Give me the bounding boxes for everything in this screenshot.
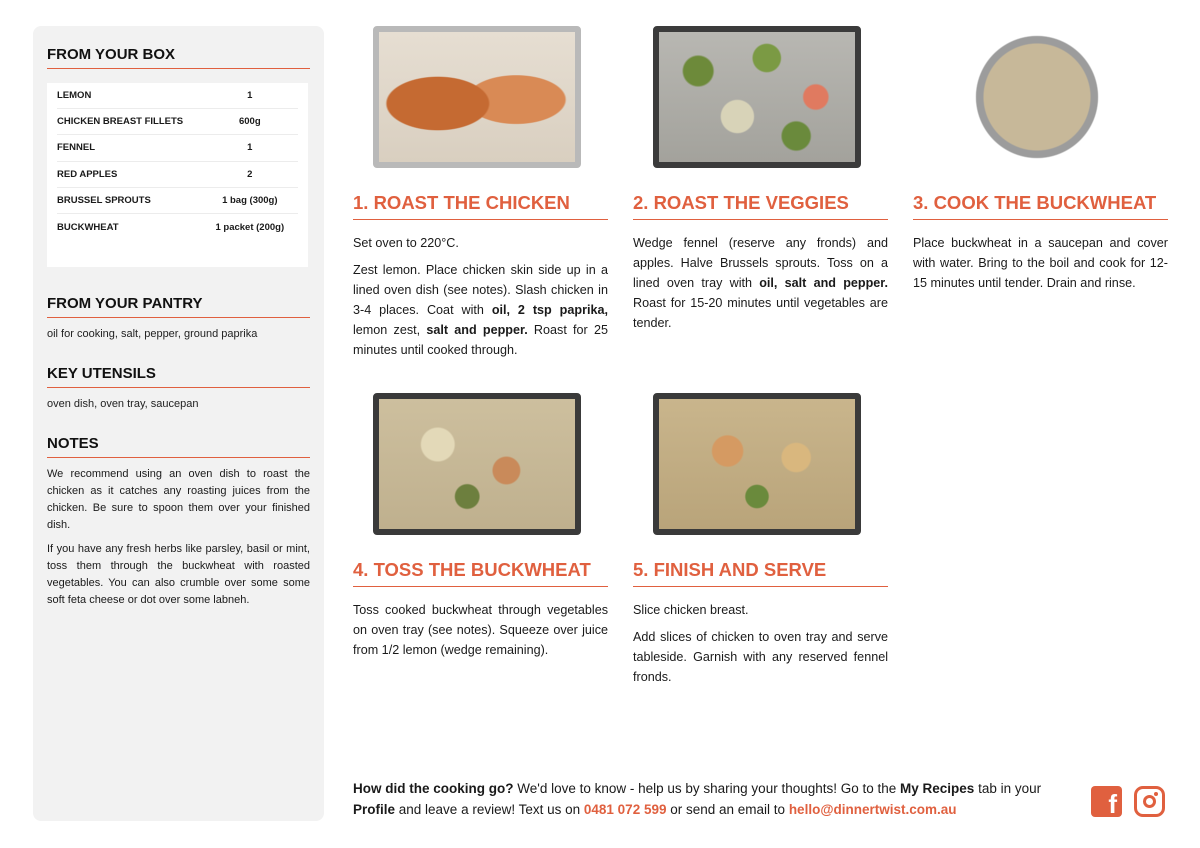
step-text-part: lemon zest, xyxy=(353,323,427,337)
step-text-part: Roast for 15-20 minutes until vegetables are tender. xyxy=(633,296,888,330)
step-text-bold: salt and pepper. xyxy=(426,323,528,337)
table-row xyxy=(57,162,298,188)
ingredient-qty: 1 xyxy=(247,142,253,154)
pantry-text: oil for cooking, salt, pepper, ground paprika xyxy=(47,328,258,340)
facebook-glyph: f xyxy=(1108,789,1117,817)
ingredient-name: BUCKWHEAT xyxy=(57,221,119,233)
roast-veggies-photo xyxy=(653,26,861,168)
finish-serve-photo xyxy=(653,393,861,535)
step-text-bold: oil, salt and pepper. xyxy=(759,276,888,290)
cook-buckwheat-photo xyxy=(933,26,1141,168)
step-text: Place buckwheat in a saucepan and cover with water. Bring to the boil and cook for 12-15 minutes until tender. Drain and rinse. xyxy=(913,236,1168,290)
step-text: Toss cooked buckwheat through vegetables on oven tray (see notes). Squeeze over juice from 1/2 lemon (wedge remaining). xyxy=(353,603,608,657)
step-text-part: Zest lemon. Place chicken skin side up in a lined oven dish (see notes). Slash chicken in 3-4 places. Coat with xyxy=(353,263,608,317)
pantry-heading: FROM YOUR PANTRY xyxy=(47,295,310,318)
ingredients-table xyxy=(47,83,308,267)
step-text xyxy=(353,260,608,360)
step-1 xyxy=(353,26,608,367)
step-body xyxy=(633,600,888,687)
notes-paragraph: We recommend using an oven dish to roast the chicken as it catches any roasting juices from the chicken. Be sure to spoon them over your finished dish. xyxy=(47,468,310,531)
step-title: 3. COOK THE BUCKWHEAT xyxy=(913,192,1168,220)
step-3 xyxy=(913,26,1168,300)
table-row xyxy=(57,109,298,135)
step-text-part: Wedge fennel (reserve any fronds) and apples. Halve Brussels sprouts. Toss on a lined oven tray with xyxy=(633,236,888,290)
pantry-section xyxy=(47,295,310,343)
ingredient-qty: 2 xyxy=(247,168,253,180)
table-row xyxy=(57,83,298,109)
step-5 xyxy=(633,393,888,694)
profile-link[interactable]: Profile xyxy=(353,802,396,817)
footer-question: How did the cooking go? xyxy=(353,781,514,796)
ingredient-name: RED APPLES xyxy=(57,168,118,180)
notes-section xyxy=(47,435,310,609)
ingredient-qty: 600g xyxy=(238,116,261,128)
footer-text: We'd love to know - help us by sharing your thoughts! Go to the xyxy=(513,781,901,796)
step-title: 1. ROAST THE CHICKEN xyxy=(353,192,608,220)
facebook-icon[interactable] xyxy=(1091,786,1122,817)
utensils-section xyxy=(47,365,310,413)
ingredient-name: CHICKEN BREAST FILLETS xyxy=(57,116,184,128)
ingredient-name: BRUSSEL SPROUTS xyxy=(57,194,151,206)
footer-text: and leave a review! Text us on xyxy=(395,802,584,817)
footer-text: or send an email to xyxy=(666,802,789,817)
notes-paragraph: If you have any fresh herbs like parsley, basil or mint, toss them through the buckwheat with roasted vegetables. You can also crumble over some some soft feta cheese or dot over some labneh. xyxy=(47,543,310,606)
instagram-icon[interactable] xyxy=(1134,786,1165,817)
step-text-part: Roast for 25 minutes until cooked through. xyxy=(353,323,608,357)
step-text: Slice chicken breast. xyxy=(633,603,749,617)
step-body xyxy=(913,233,1168,293)
step-text-bold: oil, 2 tsp paprika, xyxy=(491,303,608,317)
step-text xyxy=(633,233,888,333)
table-row xyxy=(57,214,298,240)
box-heading: FROM YOUR BOX xyxy=(47,46,310,69)
instagram-dot xyxy=(1154,792,1158,796)
step-body xyxy=(353,600,608,660)
step-4 xyxy=(353,393,608,667)
email-link[interactable]: hello@dinnertwist.com.au xyxy=(788,802,957,817)
step-body xyxy=(353,233,608,360)
utensils-text: oven dish, oven tray, saucepan xyxy=(47,398,199,410)
sidebar xyxy=(33,26,324,821)
ingredient-qty: 1 bag (300g) xyxy=(222,194,278,206)
notes-heading: NOTES xyxy=(47,435,310,458)
ingredient-qty: 1 packet (200g) xyxy=(215,221,285,233)
step-body xyxy=(633,233,888,333)
step-title: 5. FINISH AND SERVE xyxy=(633,559,888,587)
table-row xyxy=(57,188,298,214)
roast-chicken-photo xyxy=(373,26,581,168)
step-2 xyxy=(633,26,888,340)
phone-link[interactable]: 0481 072 599 xyxy=(583,802,667,817)
feedback-footer xyxy=(353,778,1073,820)
step-text: Add slices of chicken to oven tray and serve tableside. Garnish with any reserved fennel fronds. xyxy=(633,630,888,684)
instagram-lens xyxy=(1143,795,1156,808)
ingredient-name: LEMON xyxy=(57,90,92,102)
toss-buckwheat-photo xyxy=(373,393,581,535)
utensils-heading: KEY UTENSILS xyxy=(47,365,310,388)
ingredient-name: FENNEL xyxy=(57,142,95,154)
footer-text: tab in your xyxy=(974,781,1042,796)
table-row xyxy=(57,135,298,161)
step-text: Set oven to 220°C. xyxy=(353,236,459,250)
step-title: 2. ROAST THE VEGGIES xyxy=(633,192,888,220)
my-recipes-link[interactable]: My Recipes xyxy=(900,781,975,796)
ingredient-qty: 1 xyxy=(247,90,253,102)
step-title: 4. TOSS THE BUCKWHEAT xyxy=(353,559,608,587)
